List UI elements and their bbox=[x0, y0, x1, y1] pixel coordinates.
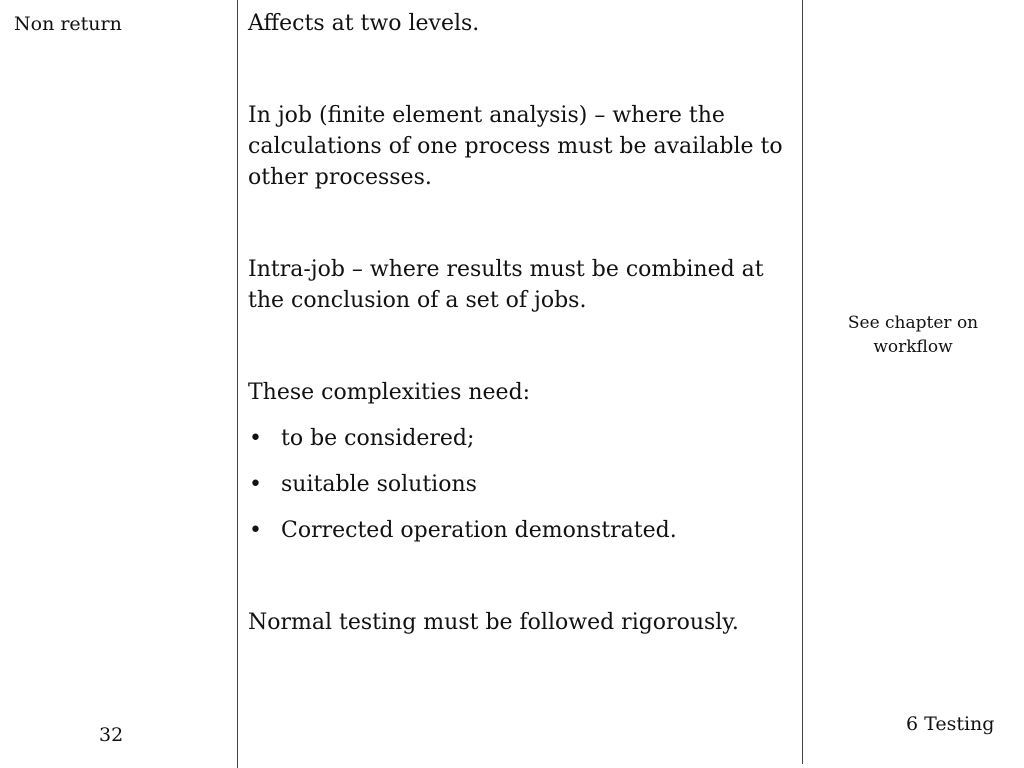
list-item-text: suitable solutions bbox=[281, 472, 477, 497]
complexities-list bbox=[248, 423, 788, 546]
closing-paragraph: Normal testing must be followed rigorously. bbox=[248, 610, 739, 635]
complexities-lead: These complexities need: bbox=[248, 380, 531, 405]
bullet-icon: • bbox=[249, 426, 262, 451]
bullet-icon: • bbox=[249, 472, 262, 497]
list-item bbox=[248, 423, 788, 454]
left-column-divider bbox=[237, 0, 238, 768]
side-note: See chapter on workflow bbox=[847, 313, 979, 357]
bullet-icon: • bbox=[249, 518, 262, 543]
in-job-paragraph: In job (finite element analysis) – where the calculations of one process must be available to other processes. bbox=[248, 103, 783, 190]
margin-heading: Non return bbox=[14, 13, 122, 35]
chapter-label: 6 Testing bbox=[906, 713, 995, 735]
page-number: 32 bbox=[99, 724, 124, 746]
intro-paragraph: Affects at two levels. bbox=[248, 11, 480, 36]
intra-job-paragraph: Intra-job – where results must be combined at the conclusion of a set of jobs. bbox=[248, 257, 764, 313]
main-text-column bbox=[248, 8, 788, 638]
list-item-text: to be considered; bbox=[281, 426, 475, 451]
right-column-divider bbox=[802, 0, 803, 764]
list-item bbox=[248, 515, 788, 546]
list-item-text: Corrected operation demonstrated. bbox=[281, 518, 677, 543]
list-item bbox=[248, 469, 788, 500]
